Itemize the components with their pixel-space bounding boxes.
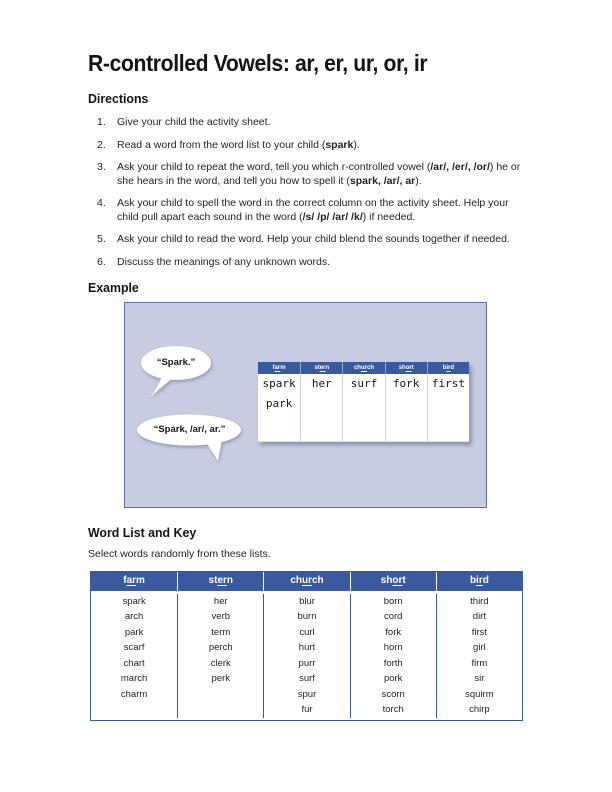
- word: fur: [301, 704, 313, 715]
- handwritten-word: fork: [392, 377, 420, 390]
- speech-bubble-text: “Spark, /ar/, ar.”: [153, 424, 226, 435]
- step-number: 1.: [97, 116, 106, 128]
- step-text-bold: spark: [325, 138, 354, 151]
- direction-step-2: [88, 139, 525, 152]
- word: charm: [120, 688, 148, 700]
- word: born: [383, 595, 403, 607]
- step-text-segment: Ask your child to spell the word in the correct column on the activity sheet. Help your child pull apart each sound in the word (: [117, 197, 509, 223]
- handwritten-word: surf: [350, 377, 378, 390]
- header-text: n: [325, 365, 330, 371]
- word: verb: [211, 611, 231, 622]
- direction-step-3: [88, 161, 525, 187]
- example-column-stern: [300, 374, 342, 441]
- header-vowel: ar: [274, 365, 281, 371]
- step-text: [117, 197, 525, 223]
- example-column-farm: [258, 374, 300, 441]
- word: surf: [299, 673, 315, 684]
- step-text-segment: ).: [353, 138, 360, 151]
- header-text: f: [123, 575, 127, 586]
- directions-list: [88, 116, 525, 279]
- step-text-bold: spark, /ar/, ar: [349, 174, 416, 187]
- step-number: 2.: [97, 138, 106, 151]
- column-header-short: [350, 572, 436, 591]
- word: term: [211, 626, 231, 638]
- column-header-church: [263, 572, 349, 591]
- word: march: [120, 673, 148, 684]
- example-column-header-short: [385, 362, 427, 374]
- header-vowel: er: [319, 365, 326, 371]
- word-list-intro: Select words randomly from these lists.: [88, 548, 271, 560]
- word: pork: [383, 673, 403, 684]
- word-column-church: [263, 594, 349, 718]
- word: arch: [124, 611, 144, 622]
- header-text: st: [314, 365, 320, 371]
- column-header-farm: [91, 572, 177, 591]
- header-text: ch: [353, 365, 361, 371]
- header-text: ch: [366, 365, 374, 371]
- word: perk: [211, 673, 231, 684]
- header-vowel: ar: [126, 575, 137, 586]
- header-vowel: or: [405, 365, 412, 371]
- word: [178, 687, 263, 703]
- step-text: [117, 116, 525, 129]
- header-text: m: [280, 365, 286, 371]
- word: clerk: [210, 657, 231, 669]
- speech-bubble-text: “Spark.”: [156, 357, 196, 368]
- word: hurt: [298, 642, 316, 653]
- header-vowel: ur: [301, 575, 312, 586]
- header-text: t: [402, 575, 406, 586]
- direction-step-1: [88, 116, 525, 129]
- word: chirp: [469, 704, 490, 715]
- word: scarf: [123, 642, 145, 653]
- speech-bubble-spark-ar: [136, 414, 243, 463]
- word: first: [471, 626, 488, 638]
- example-column-header-farm: [258, 362, 300, 374]
- column-header-bird: [436, 572, 522, 591]
- direction-step-5: [88, 233, 525, 246]
- step-text-segment: ).: [415, 174, 422, 187]
- step-text-segment: Ask your child to repeat the word, tell you which r-controlled vowel (: [117, 161, 431, 174]
- word: [91, 702, 177, 718]
- word: dirt: [472, 611, 486, 622]
- column-header-stern: [177, 572, 263, 591]
- word: chart: [123, 657, 145, 669]
- step-text-bold: /ar/, /er/, /or/: [430, 161, 490, 174]
- step-text-segment: Ask your child to read the word. Help your child blend the sounds together if needed.: [117, 233, 510, 246]
- word: [178, 702, 263, 718]
- word: curl: [299, 626, 315, 638]
- word: scorn: [381, 688, 405, 700]
- word: spur: [297, 688, 317, 700]
- step-text-segment: ) if needed.: [362, 210, 416, 223]
- word-column-short: [350, 594, 436, 718]
- header-vowel: or: [392, 575, 403, 586]
- word-table-body: [91, 591, 522, 720]
- word: blur: [299, 595, 315, 607]
- example-column-header-stern: [300, 362, 342, 374]
- word-column-farm: [91, 594, 177, 718]
- header-vowel: er: [217, 575, 227, 586]
- header-text: sh: [380, 575, 393, 586]
- word: perch: [208, 642, 233, 653]
- step-number: 5.: [97, 233, 106, 246]
- step-number: 3.: [97, 161, 106, 174]
- word: squirm: [465, 688, 494, 700]
- example-activity-sheet-table: [258, 362, 469, 442]
- step-text: [117, 161, 525, 187]
- header-text: b: [469, 575, 477, 586]
- direction-step-6: [88, 256, 525, 269]
- header-text: st: [208, 575, 218, 586]
- word: sir: [474, 673, 485, 684]
- handwritten-word: her: [311, 377, 332, 390]
- word: firm: [471, 657, 488, 669]
- example-column-header-church: [342, 362, 384, 374]
- word-column-bird: [436, 594, 522, 718]
- word: girl: [473, 642, 486, 653]
- word: forth: [383, 657, 403, 669]
- example-column-church: [342, 374, 384, 441]
- step-text: [117, 256, 525, 269]
- step-text-segment: Read a word from the word list to your child (: [117, 138, 326, 151]
- step-text-bold: /s/ /p/ /ar/ /k/: [302, 210, 363, 223]
- handwritten-word: park: [265, 396, 293, 410]
- header-text: sh: [398, 365, 406, 371]
- word: her: [213, 595, 228, 607]
- header-vowel: ir: [476, 575, 483, 586]
- handwritten-word: first: [431, 377, 465, 390]
- speech-bubble-shape: [140, 345, 212, 399]
- header-vowel: ir: [446, 365, 451, 371]
- example-column-bird: [427, 374, 469, 441]
- word: third: [470, 595, 489, 607]
- word: torch: [382, 704, 404, 715]
- word-table-header-row: [91, 572, 522, 591]
- step-number: 4.: [97, 197, 106, 210]
- word: park: [124, 626, 144, 638]
- header-text: d: [482, 575, 489, 586]
- speech-bubble-shape: [136, 414, 243, 463]
- word: burn: [297, 611, 317, 622]
- word: purr: [298, 657, 316, 669]
- section-heading-word-list: Word List and Key: [88, 525, 197, 540]
- example-illustration-box: [124, 302, 487, 508]
- example-column-header-bird: [427, 362, 469, 374]
- header-text: n: [226, 575, 234, 586]
- step-text-segment: ) he or she hears in the word, and tell you how to spell it (: [117, 161, 521, 187]
- word: spark: [122, 595, 146, 607]
- header-vowel: ur: [360, 365, 367, 371]
- header-text: ch: [290, 575, 302, 586]
- word-column-stern: [177, 594, 263, 718]
- page-title: R-controlled Vowels: ar, er, ur, or, ir: [88, 50, 428, 76]
- header-text: t: [411, 365, 414, 371]
- word-list-table: [90, 571, 523, 721]
- step-text: [117, 139, 525, 152]
- header-text: f: [272, 365, 275, 371]
- example-column-short: [385, 374, 427, 441]
- header-text: d: [450, 365, 455, 371]
- word: cord: [383, 611, 403, 622]
- example-table-header-row: [258, 362, 469, 374]
- word: fork: [385, 626, 402, 638]
- speech-bubble-spark: [140, 345, 212, 399]
- header-text: ch: [311, 575, 324, 586]
- example-table-body: [258, 374, 469, 442]
- direction-step-4: [88, 197, 525, 223]
- step-text-segment: Discuss the meanings of any unknown words.: [117, 255, 331, 268]
- step-text: [117, 233, 525, 246]
- step-number: 6.: [97, 255, 106, 268]
- section-heading-example: Example: [88, 280, 139, 295]
- header-text: m: [136, 575, 145, 586]
- handwritten-word: spark: [262, 377, 296, 390]
- step-text-segment: Give your child the activity sheet.: [117, 116, 271, 128]
- header-text: b: [442, 365, 447, 371]
- word: horn: [383, 642, 403, 653]
- section-heading-directions: Directions: [88, 91, 149, 106]
